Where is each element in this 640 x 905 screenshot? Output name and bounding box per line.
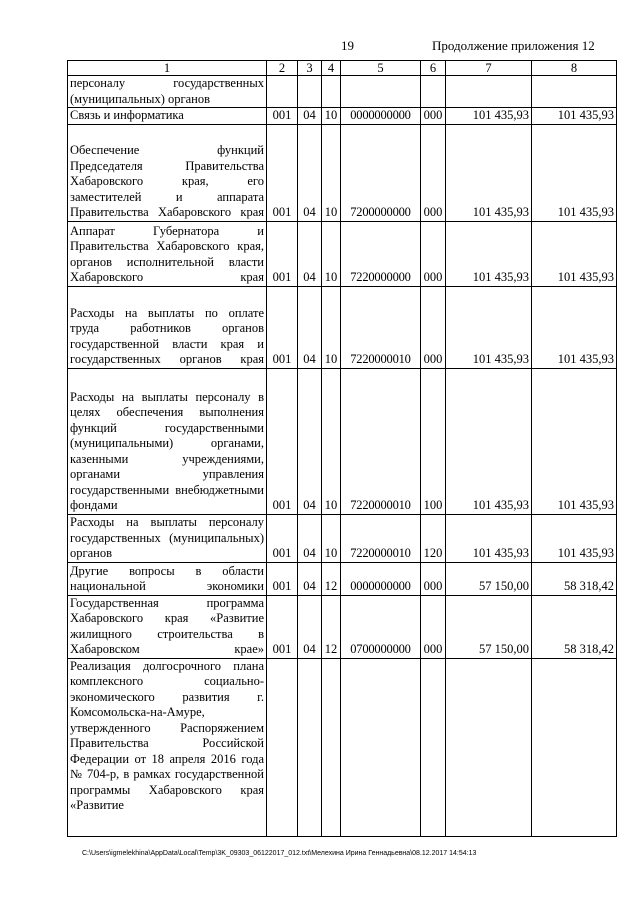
cell-subsection: 12 (322, 562, 341, 595)
cell-section: 04 (298, 221, 322, 286)
cell-amount-2: 101 435,93 (532, 124, 617, 221)
table-row (68, 124, 617, 221)
column-header: 5 (341, 61, 421, 76)
cell-amount-1 (446, 76, 532, 108)
row-name: Расходы на выплаты персоналу государственных (муниципальных) органов (68, 514, 267, 562)
table-row (68, 76, 617, 108)
cell-target: 0000000000 (341, 562, 421, 595)
cell-code (267, 76, 298, 108)
cell-subsection (322, 76, 341, 108)
table-header-row (68, 61, 617, 76)
cell-expense-type: 000 (421, 124, 446, 221)
column-header: 6 (421, 61, 446, 76)
cell-code: 001 (267, 124, 298, 221)
row-name: Государственная программа Хабаровского края «Развитие жилищного строительства в Хабаровском крае» (68, 595, 267, 658)
table-row (68, 514, 617, 562)
table-row (68, 108, 617, 125)
table-row (68, 286, 617, 368)
cell-amount-2 (532, 658, 617, 836)
cell-amount-2: 58 318,42 (532, 562, 617, 595)
column-header: 2 (267, 61, 298, 76)
table-row (68, 595, 617, 658)
appendix-title: Продолжение приложения 12 (432, 38, 595, 53)
cell-amount-2: 58 318,42 (532, 595, 617, 658)
cell-code: 001 (267, 221, 298, 286)
cell-code: 001 (267, 286, 298, 368)
cell-expense-type: 120 (421, 514, 446, 562)
cell-amount-2: 101 435,93 (532, 286, 617, 368)
cell-code: 001 (267, 514, 298, 562)
cell-expense-type (421, 658, 446, 836)
cell-subsection (322, 658, 341, 836)
cell-subsection: 12 (322, 595, 341, 658)
cell-amount-2: 101 435,93 (532, 368, 617, 514)
cell-amount-1: 57 150,00 (446, 562, 532, 595)
row-name: Расходы на выплаты по оплате труда работников органов государственной власти края и государственных органов края (68, 286, 267, 368)
cell-expense-type: 000 (421, 221, 446, 286)
cell-amount-2: 101 435,93 (532, 108, 617, 125)
footer-file-path: C:\Users\igmelekhina\AppData\Local\Temp\3K_09303_06122017_012.txt\Мелехина Ирина Геннадьевна\08.12.2017 14:54:13 (82, 850, 477, 857)
cell-amount-1: 101 435,93 (446, 514, 532, 562)
cell-expense-type: 000 (421, 595, 446, 658)
column-header: 7 (446, 61, 532, 76)
cell-subsection: 10 (322, 124, 341, 221)
cell-amount-2: 101 435,93 (532, 514, 617, 562)
cell-target: 7220000010 (341, 368, 421, 514)
cell-subsection: 10 (322, 221, 341, 286)
table-row (68, 368, 617, 514)
cell-code: 001 (267, 595, 298, 658)
cell-code (267, 658, 298, 836)
cell-code: 001 (267, 368, 298, 514)
cell-amount-1: 101 435,93 (446, 124, 532, 221)
row-name: Связь и информатика (68, 108, 267, 125)
cell-amount-1 (446, 658, 532, 836)
cell-target: 0700000000 (341, 595, 421, 658)
cell-section: 04 (298, 108, 322, 125)
cell-subsection: 10 (322, 368, 341, 514)
cell-subsection: 10 (322, 514, 341, 562)
cell-expense-type: 000 (421, 286, 446, 368)
cell-amount-1: 101 435,93 (446, 286, 532, 368)
cell-section (298, 76, 322, 108)
column-header: 1 (68, 61, 267, 76)
cell-target: 0000000000 (341, 108, 421, 125)
cell-amount-1: 57 150,00 (446, 595, 532, 658)
cell-section: 04 (298, 514, 322, 562)
cell-target (341, 76, 421, 108)
cell-target: 7220000010 (341, 514, 421, 562)
cell-target: 7200000000 (341, 124, 421, 221)
row-name: персоналу государственных (муниципальных) органов (68, 76, 267, 108)
cell-section: 04 (298, 124, 322, 221)
table-row (68, 562, 617, 595)
cell-amount-2 (532, 76, 617, 108)
cell-amount-1: 101 435,93 (446, 368, 532, 514)
cell-expense-type: 000 (421, 562, 446, 595)
row-name: Другие вопросы в области национальной экономики (68, 562, 267, 595)
row-name: Обеспечение функций Председателя Правительства Хабаровского края, его заместителей и аппарата Правительства Хабаровского края (68, 124, 267, 221)
budget-table (67, 60, 617, 837)
cell-expense-type: 100 (421, 368, 446, 514)
column-header: 8 (532, 61, 617, 76)
row-name: Расходы на выплаты персоналу в целях обеспечения выполнения функций государственными (муниципальными) органами, казенными учреждениями, органами управления государственными внебюджетными фондами (68, 368, 267, 514)
cell-subsection: 10 (322, 108, 341, 125)
row-name: Аппарат Губернатора и Правительства Хабаровского края, органов исполнительной власти Хабаровского края (68, 221, 267, 286)
cell-section (298, 658, 322, 836)
table-row (68, 658, 617, 836)
cell-amount-1: 101 435,93 (446, 221, 532, 286)
cell-target (341, 658, 421, 836)
cell-code: 001 (267, 108, 298, 125)
row-name: Реализация долгосрочного плана комплексного социально-экономического развития г. Комсомольска-на-Амуре, утвержденного Распоряжением Правительства Российской Федерации от 18 апреля 2016 года № 704-р, в рамках государственной программы Хабаровского края «Развитие (68, 658, 267, 836)
cell-amount-2: 101 435,93 (532, 221, 617, 286)
cell-section: 04 (298, 562, 322, 595)
cell-section: 04 (298, 595, 322, 658)
cell-target: 7220000000 (341, 221, 421, 286)
cell-section: 04 (298, 368, 322, 514)
cell-target: 7220000010 (341, 286, 421, 368)
cell-section: 04 (298, 286, 322, 368)
cell-amount-1: 101 435,93 (446, 108, 532, 125)
cell-expense-type: 000 (421, 108, 446, 125)
cell-subsection: 10 (322, 286, 341, 368)
cell-code: 001 (267, 562, 298, 595)
page-number: 19 (341, 38, 354, 53)
column-header: 3 (298, 61, 322, 76)
table-row (68, 221, 617, 286)
cell-expense-type (421, 76, 446, 108)
column-header: 4 (322, 61, 341, 76)
